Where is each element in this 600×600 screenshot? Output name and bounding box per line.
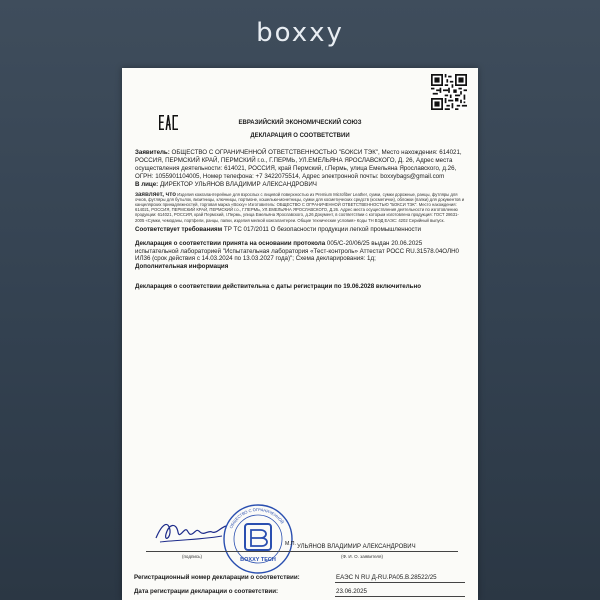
basis-label: Декларация о соответствии принята на основании протокола [135, 239, 326, 247]
stamp-label: BOXXY TECH [240, 557, 276, 563]
declares-text: Изделия кожгалантерейные для взрослых с лицевой поверхностью из Premium Microfiber Leather, сумки, сумки дорожные, ранцы, футляры для очков, футляры для бутылок, визитницы, ключницы, портмоне, кошельки-монетницы, сумки для косметических средств (косметички), обложки (папки) для документов и канцелярских принадлежностей, торговая марка «Boxxy» Изготовитель: ОБЩЕСТВО С ОГРАНИЧЕННОЙ ОТВЕТСТВЕННОСТЬЮ "БОКСИ ТЭК". Место нахождения: 614021, РОССИЯ, ПЕРМСКИЙ КРАЙ, ПЕРМСКИЙ г.о., Г.ПЕРМЬ, УЛ.ЕМЕЛЬЯНА ЯРОСЛАВСКОГО, Д.26. Адрес места осуществления деятельности по изготовлению продукции: 614021, РОССИЯ, край Пермский, г.Пермь, улица Емельяна Ярославского, д.26 Документ, в соответствии с которым изготовлена продукция: ГОСТ 28631-2005 «Сумки, чемоданы, портфели, ранцы, папки, изделия мелкой кожгалантереи. Общие технические условия» Коды ТН ВЭД ЕАЭС: 4202 Серийный выпуск. [135, 191, 465, 223]
fio-caption: (Ф. И. О. заявителя) [341, 554, 383, 559]
qr-code-icon [431, 74, 467, 110]
applicant-text: ОБЩЕСТВО С ОГРАНИЧЕННОЙ ОТВЕТСТВЕННОСТЬЮ "БОКСИ ТЭК", Место нахождения: 614021, РОССИЯ, ПЕРМСКИЙ КРАЙ, ПЕРМСКИЙ г.о., Г.ПЕРМЬ, УЛ.ЕМЕЛЬЯНА ЯРОСЛАВСКОГО, Д. 26, Адрес места осуществления деятельности: 614021, РОССИЯ, край Пермский, г.Пермь, улица Емельяна Ярославского, д.26, ОГРН: 1055901104005, Номер телефона: +7 3422075514, Адрес электронной почты: boxxybags@gmail.com [135, 149, 462, 180]
signer-name: УЛЬЯНОВ ВЛАДИМИР АЛЕКСАНДРОВИЧ [297, 544, 416, 550]
declaration-body [135, 149, 466, 291]
reg-number-underline [335, 582, 465, 583]
seal-place-label: М.П. [285, 541, 296, 547]
reg-number-value: ЕАЭС N RU Д-RU.РА05.В.28522/25 [336, 574, 437, 581]
svg-text:ОБЩЕСТВО С ОГРАНИЧЕННОЙ: ОБЩЕСТВО С ОГРАНИЧЕННОЙ [228, 506, 285, 530]
compliance-text: ТР ТС 017/2011 О безопасности продукции легкой промышленности [223, 225, 421, 233]
brand-logo: boxxy [256, 18, 344, 48]
signature-line [146, 551, 458, 552]
declares-paragraph [135, 192, 466, 223]
applicant-paragraph [135, 149, 466, 181]
union-header: ЕВРАЗИЙСКИЙ ЭКОНОМИЧЕСКИЙ СОЮЗ [238, 120, 362, 126]
person-text: ДИРЕКТОР УЛЬЯНОВ ВЛАДИМИР АЛЕКСАНДРОВИЧ [159, 180, 317, 188]
person-label: В лице: [135, 180, 159, 188]
compliance-label: Соответствует требованиям [135, 225, 223, 233]
reg-date-label: Дата регистрации декларации о соответствии: [134, 588, 279, 595]
compliance-paragraph [135, 226, 466, 234]
applicant-label: Заявитель: [135, 149, 170, 156]
basis-text: 005/С-20/06/25 выдан 20.06.2025 испытательной лабораторией "Испытательная лаборатория «Тест-контроль» Аттестат РОСС RU.31578.04ОЛН0 ИЛ36 (срок действия с 14.03.2024 по 13.03.2027 года)"; Схема декларирования: 1д; [135, 239, 460, 263]
reg-number-label: Регистрационный номер декларации о соответствии: [134, 574, 300, 581]
validity-statement: Декларация о соответствии действительна с даты регистрации по 19.06.2028 включительно [135, 283, 421, 291]
reg-date-underline [335, 596, 465, 597]
reg-date-value: 23.06.2025 [336, 588, 367, 595]
declaration-document [122, 68, 478, 600]
person-paragraph [135, 181, 466, 189]
company-stamp [221, 502, 295, 576]
declares-label: заявляет, что [135, 190, 176, 198]
signature-caption: (подпись) [182, 554, 203, 559]
document-title: ДЕКЛАРАЦИЯ О СООТВЕТСТВИИ [250, 133, 350, 139]
extra-info-label: Дополнительная информация [135, 263, 229, 271]
handwritten-signature [152, 510, 232, 550]
basis-paragraph [135, 240, 466, 264]
